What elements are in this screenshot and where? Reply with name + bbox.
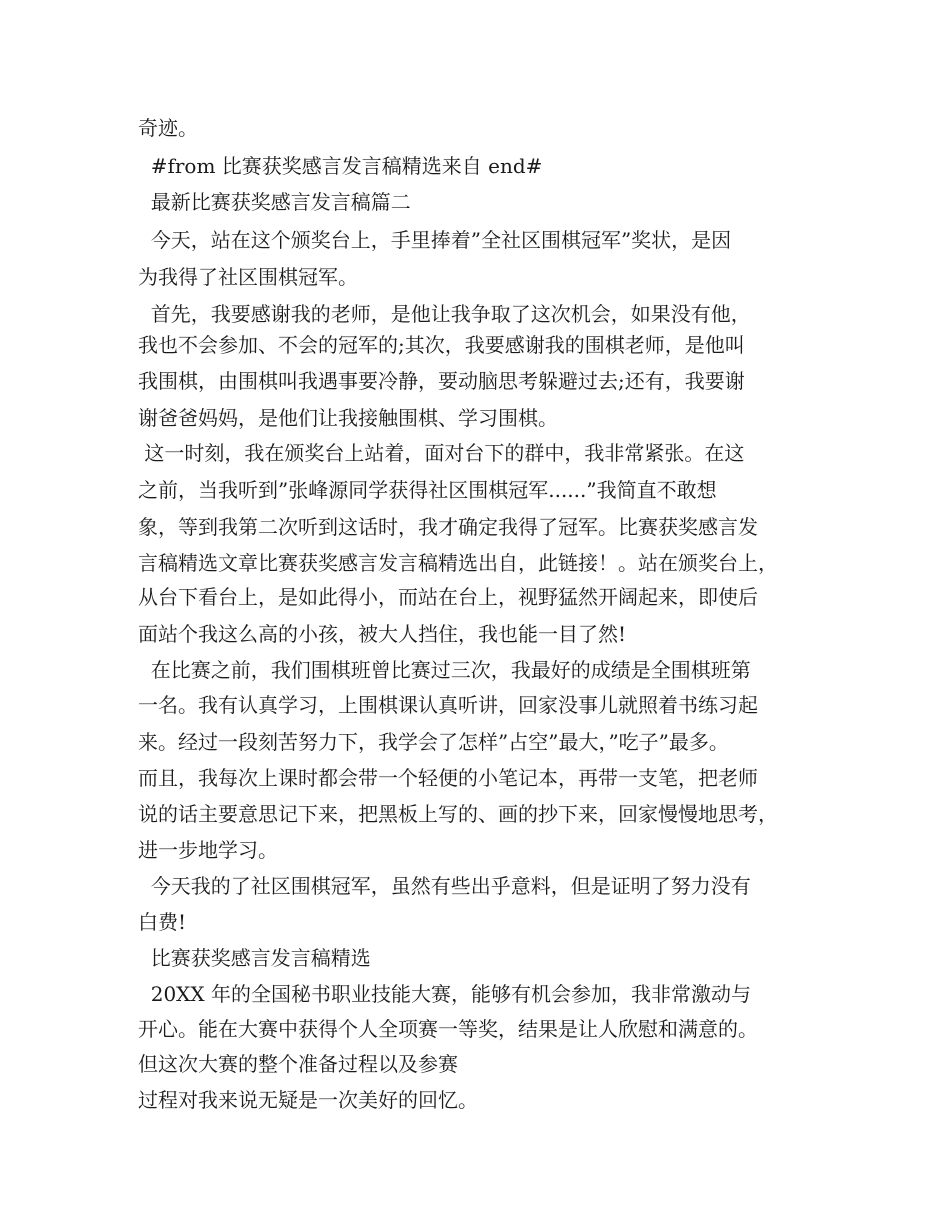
text-line: 谢爸爸妈妈，是他们让我接触围棋、学习围棋。 — [138, 406, 558, 430]
text-line: 我围棋，由围棋叫我遇事要冷静，要动脑思考躲避过去;还有，我要谢 — [138, 369, 745, 393]
text-line: 今天我的了社区围棋冠军，虽然有些出乎意料，但是证明了努力没有 — [138, 874, 751, 898]
text-line: 为我得了社区围棋冠军。 — [138, 265, 358, 289]
text-line: 说的话主要意思记下来，把黑板上写的、画的抄下来，回家慢慢地思考， — [138, 802, 778, 826]
text-line: 这一时刻，我在颁奖台上站着，面对台下的群中，我非常紧张。在这 — [138, 441, 745, 465]
text-line: 言稿精选文章比赛获奖感言发言稿精选出自，此链接！。站在颁奖台上， — [138, 551, 778, 575]
text-line: 今天，站在这个颁奖台上，手里捧着”全社区围棋冠军”奖状，是因 — [138, 228, 732, 252]
text-line: 奇迹。 — [138, 116, 198, 140]
text-line: 我也不会参加、不会的冠军的;其次，我要感谢我的围棋老师，是他叫 — [138, 333, 745, 357]
text-line: 来。经过一段刻苦努力下，我学会了怎样”占空”最大，”吃子”最多。 — [138, 730, 729, 754]
text-line: 白费! — [138, 910, 187, 934]
text-line: 面站个我这么高的小孩，被大人挡住，我也能一目了然! — [138, 622, 627, 646]
text-line: 而且，我每次上课时都会带一个轻便的小笔记本，再带一支笔，把老师 — [138, 766, 758, 790]
text-line: #from 比赛获奖感言发言稿精选来自 end# — [138, 154, 543, 178]
text-line: 从台下看台上，是如此得小，而站在台上，视野猛然开阔起来，即使后 — [138, 585, 758, 609]
text-line: 首先，我要感谢我的老师，是他让我争取了这次机会，如果没有他， — [138, 302, 751, 326]
text-line: 象，等到我第二次听到这话时，我才确定我得了冠军。比赛获奖感言发 — [138, 515, 758, 539]
text-line: 开心。能在大赛中获得个人全项赛一等奖，结果是让人欣慰和满意的。 — [138, 1017, 758, 1041]
section-heading: 比赛获奖感言发言稿精选 — [138, 946, 371, 970]
text-line: 20XX 年的全国秘书职业技能大赛，能够有机会参加，我非常激动与 — [138, 982, 751, 1006]
text-line: 一名。我有认真学习，上围棋课认真听讲，回家没事儿就照着书练习起 — [138, 693, 758, 717]
text-line: 过程对我来说无疑是一次美好的回忆。 — [138, 1088, 478, 1112]
text-line: 在比赛之前，我们围棋班曾比赛过三次，我最好的成绩是全围棋班第 — [138, 658, 751, 682]
section-heading: 最新比赛获奖感言发言稿篇二 — [138, 190, 411, 214]
text-line: 之前，当我听到”张峰源同学获得社区围棋冠军......”我简直不敢想 — [138, 478, 717, 502]
text-line: 但这次大赛的整个准备过程以及参赛 — [138, 1052, 458, 1076]
text-line: 进一步地学习。 — [138, 838, 278, 862]
